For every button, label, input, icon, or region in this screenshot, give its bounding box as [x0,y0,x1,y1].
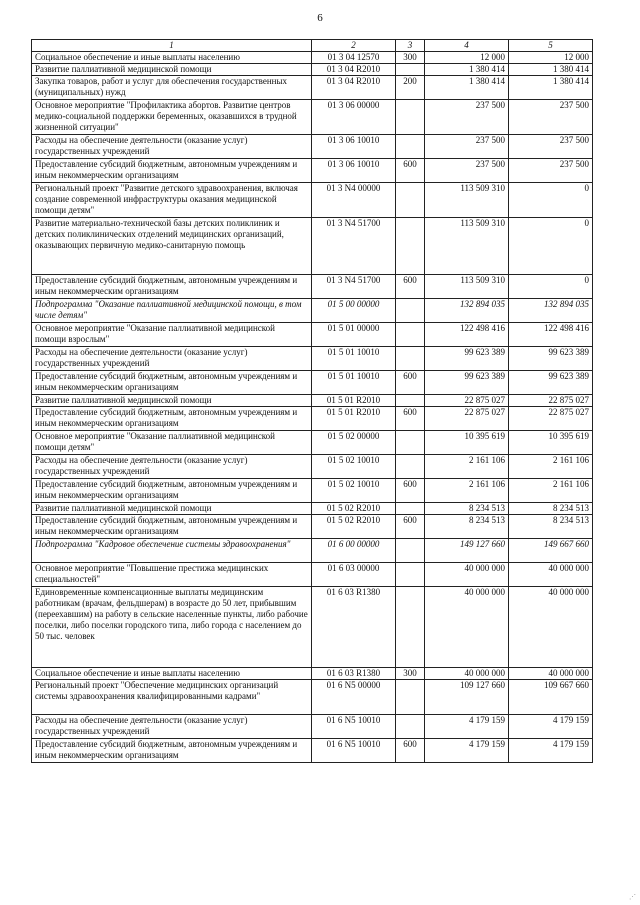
row-code: 01 5 02 R2010 [312,503,396,515]
row-name: Основное мероприятие "Оказание паллиативной медицинской помощи взрослым" [32,323,312,347]
column-number-row [32,40,593,52]
row-name: Социальное обеспечение и иные выплаты населению [32,668,312,680]
row-expense-type [396,299,425,323]
row-expense-type [396,563,425,587]
row-expense-type: 300 [396,52,425,64]
column-number: 3 [396,40,425,52]
row-amount-year2: 99 623 389 [509,371,593,395]
table-row [32,479,593,503]
row-expense-type [396,715,425,739]
row-expense-type [396,347,425,371]
row-amount-year1: 99 623 389 [425,347,509,371]
row-name: Расходы на обеспечение деятельности (оказание услуг) государственных учреждений [32,715,312,739]
row-name: Предоставление субсидий бюджетным, автономным учреждениям и иным некоммерческим организациям [32,515,312,539]
budget-table [31,39,593,763]
corner-mark: ⋰ [629,893,636,901]
row-code: 01 5 02 R2010 [312,515,396,539]
row-amount-year1: 149 127 660 [425,539,509,563]
row-name: Предоставление субсидий бюджетным, автономным учреждениям и иным некоммерческим организациям [32,479,312,503]
row-expense-type [396,395,425,407]
table-row [32,52,593,64]
row-amount-year2: 12 000 [509,52,593,64]
table-row [32,371,593,395]
row-name: Расходы на обеспечение деятельности (оказание услуг) государственных учреждений [32,455,312,479]
row-code: 01 5 01 10010 [312,347,396,371]
table-row [32,299,593,323]
row-expense-type: 200 [396,76,425,100]
row-name: Развитие паллиативной медицинской помощи [32,503,312,515]
row-name: Развитие паллиативной медицинской помощи [32,64,312,76]
row-amount-year1: 109 127 660 [425,680,509,715]
page-number: 6 [317,12,323,24]
table-row [32,347,593,371]
row-code: 01 6 00 00000 [312,539,396,563]
row-name: Развитие материально-технической базы детских поликлиник и детских поликлинических отделений медицинских организаций, оказывающих первичную медико-санитарную помощь [32,218,312,275]
row-amount-year2: 237 500 [509,100,593,135]
row-amount-year2: 22 875 027 [509,395,593,407]
row-amount-year1: 2 161 106 [425,455,509,479]
row-amount-year1: 4 179 159 [425,739,509,763]
row-amount-year1: 122 498 416 [425,323,509,347]
row-code: 01 3 06 10010 [312,135,396,159]
row-amount-year1: 113 509 310 [425,183,509,218]
row-code: 01 6 03 00000 [312,563,396,587]
row-name: Основное мероприятие "Профилактика абортов. Развитие центров медико-социальной поддержки беременных, оказавшихся в трудной жизненной ситуации" [32,100,312,135]
row-amount-year1: 10 395 619 [425,431,509,455]
column-number: 1 [32,40,312,52]
row-code: 01 5 02 00000 [312,431,396,455]
row-expense-type [396,323,425,347]
row-amount-year2: 2 161 106 [509,479,593,503]
row-amount-year1: 22 875 027 [425,395,509,407]
column-number: 5 [509,40,593,52]
row-code: 01 5 00 00000 [312,299,396,323]
table-row [32,587,593,668]
row-amount-year1: 237 500 [425,159,509,183]
row-code: 01 3 06 00000 [312,100,396,135]
row-code: 01 6 N5 00000 [312,680,396,715]
row-code: 01 3 N4 51700 [312,275,396,299]
row-amount-year2: 1 380 414 [509,76,593,100]
row-amount-year1: 40 000 000 [425,668,509,680]
row-name: Развитие паллиативной медицинской помощи [32,395,312,407]
row-amount-year1: 40 000 000 [425,563,509,587]
row-code: 01 6 N5 10010 [312,715,396,739]
row-name: Расходы на обеспечение деятельности (оказание услуг) государственных учреждений [32,347,312,371]
row-expense-type: 300 [396,668,425,680]
row-amount-year1: 1 380 414 [425,76,509,100]
table-row [32,563,593,587]
row-amount-year1: 237 500 [425,135,509,159]
row-amount-year1: 22 875 027 [425,407,509,431]
table-row [32,395,593,407]
row-amount-year1: 113 509 310 [425,218,509,275]
row-expense-type [396,183,425,218]
column-number: 4 [425,40,509,52]
table-row [32,183,593,218]
row-name: Предоставление субсидий бюджетным, автономным учреждениям и иным некоммерческим организациям [32,275,312,299]
row-amount-year2: 10 395 619 [509,431,593,455]
row-expense-type: 600 [396,407,425,431]
row-amount-year1: 8 234 513 [425,503,509,515]
row-amount-year2: 0 [509,218,593,275]
row-amount-year2: 237 500 [509,159,593,183]
table-row [32,680,593,715]
row-amount-year2: 22 875 027 [509,407,593,431]
row-name: Предоставление субсидий бюджетным, автономным учреждениям и иным некоммерческим организациям [32,407,312,431]
row-amount-year2: 8 234 513 [509,515,593,539]
row-name: Расходы на обеспечение деятельности (оказание услуг) государственных учреждений [32,135,312,159]
row-expense-type [396,503,425,515]
row-amount-year2: 0 [509,275,593,299]
row-amount-year1: 99 623 389 [425,371,509,395]
table-row [32,503,593,515]
row-code: 01 3 N4 51700 [312,218,396,275]
row-expense-type: 600 [396,159,425,183]
row-expense-type [396,218,425,275]
row-name: Социальное обеспечение и иные выплаты населению [32,52,312,64]
row-amount-year2: 1 380 414 [509,64,593,76]
row-name: Основное мероприятие "Оказание паллиативной медицинской помощи детям" [32,431,312,455]
row-expense-type: 600 [396,275,425,299]
column-number: 2 [312,40,396,52]
row-amount-year2: 0 [509,183,593,218]
row-amount-year1: 132 894 035 [425,299,509,323]
table-row [32,135,593,159]
table-row [32,455,593,479]
table-row [32,407,593,431]
row-expense-type: 600 [396,371,425,395]
row-code: 01 5 01 R2010 [312,395,396,407]
row-name: Единовременные компенсационные выплаты медицинским работникам (врачам, фельдшерам) в возрасте до 50 лет, прибывшим (переехавшим) на работу в сельские населенные пункты, либо рабочие поселки, либо поселки городского типа, либо города с населением до 50 тыс. человек [32,587,312,668]
row-name: Основное мероприятие "Повышение престижа медицинских специальностей" [32,563,312,587]
table-row [32,323,593,347]
row-expense-type [396,680,425,715]
row-amount-year1: 4 179 159 [425,715,509,739]
table-row [32,159,593,183]
table-row [32,515,593,539]
row-code: 01 3 04 12570 [312,52,396,64]
row-amount-year2: 8 234 513 [509,503,593,515]
table-row [32,275,593,299]
row-name: Региональный проект "Обеспечение медицинских организаций системы здравоохранения квалифицированными кадрами" [32,680,312,715]
row-name: Закупка товаров, работ и услуг для обеспечения государственных (муниципальных) нужд [32,76,312,100]
row-expense-type [396,64,425,76]
row-amount-year2: 237 500 [509,135,593,159]
row-code: 01 3 04 R2010 [312,64,396,76]
row-expense-type [396,539,425,563]
row-amount-year2: 40 000 000 [509,563,593,587]
table-row [32,64,593,76]
row-amount-year1: 237 500 [425,100,509,135]
row-name: Подпрограмма "Кадровое обеспечение системы здравоохранения" [32,539,312,563]
row-expense-type [396,100,425,135]
row-code: 01 5 01 10010 [312,371,396,395]
table-row [32,76,593,100]
row-amount-year2: 4 179 159 [509,715,593,739]
row-code: 01 6 03 R1380 [312,668,396,680]
row-name: Предоставление субсидий бюджетным, автономным учреждениям и иным некоммерческим организациям [32,159,312,183]
row-expense-type [396,431,425,455]
table-row [32,218,593,275]
row-expense-type: 600 [396,739,425,763]
row-code: 01 5 01 00000 [312,323,396,347]
row-amount-year2: 149 667 660 [509,539,593,563]
row-expense-type [396,587,425,668]
row-amount-year1: 2 161 106 [425,479,509,503]
row-amount-year1: 12 000 [425,52,509,64]
row-amount-year2: 122 498 416 [509,323,593,347]
row-amount-year2: 2 161 106 [509,455,593,479]
row-code: 01 5 02 10010 [312,479,396,503]
table-row [32,431,593,455]
row-amount-year2: 99 623 389 [509,347,593,371]
row-code: 01 6 N5 10010 [312,739,396,763]
row-amount-year1: 40 000 000 [425,587,509,668]
table-row [32,100,593,135]
budget-table-body [32,40,593,763]
row-amount-year1: 8 234 513 [425,515,509,539]
row-code: 01 3 N4 00000 [312,183,396,218]
row-expense-type: 600 [396,515,425,539]
row-code: 01 3 04 R2010 [312,76,396,100]
row-name: Подпрограмма "Оказание паллиативной медицинской помощи, в том числе детям" [32,299,312,323]
table-row [32,739,593,763]
row-name: Региональный проект "Развитие детского здравоохранения, включая создание современной инфраструктуры оказания медицинской помощи детям" [32,183,312,218]
row-code: 01 3 06 10010 [312,159,396,183]
table-row [32,539,593,563]
row-amount-year2: 109 667 660 [509,680,593,715]
row-amount-year2: 40 000 000 [509,668,593,680]
row-expense-type [396,455,425,479]
row-expense-type: 600 [396,479,425,503]
row-code: 01 5 01 R2010 [312,407,396,431]
row-expense-type [396,135,425,159]
row-code: 01 6 03 R1380 [312,587,396,668]
row-amount-year2: 40 000 000 [509,587,593,668]
row-code: 01 5 02 10010 [312,455,396,479]
row-amount-year2: 132 894 035 [509,299,593,323]
table-row [32,668,593,680]
table-row [32,715,593,739]
row-amount-year1: 113 509 310 [425,275,509,299]
row-name: Предоставление субсидий бюджетным, автономным учреждениям и иным некоммерческим организациям [32,739,312,763]
row-name: Предоставление субсидий бюджетным, автономным учреждениям и иным некоммерческим организациям [32,371,312,395]
row-amount-year1: 1 380 414 [425,64,509,76]
row-amount-year2: 4 179 159 [509,739,593,763]
